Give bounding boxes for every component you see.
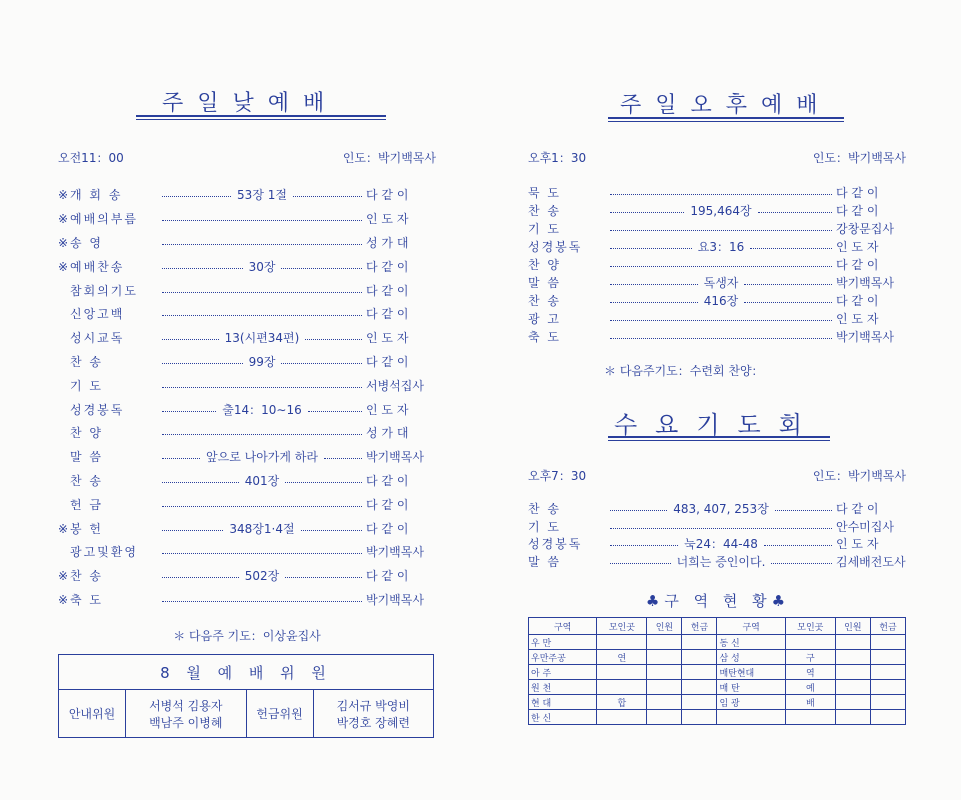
order-item xyxy=(528,500,906,518)
order-item xyxy=(528,219,906,237)
order-item-label: 찬 송 xyxy=(70,569,103,584)
dot-leader xyxy=(308,411,362,412)
area-cell xyxy=(597,680,647,695)
afternoon-time: 오후1：30 xyxy=(528,151,587,165)
order-item xyxy=(528,255,906,273)
order-item-name: 찬 송 xyxy=(528,294,561,309)
order-item-name: 묵 도 xyxy=(528,185,561,200)
dot-leader xyxy=(610,338,832,339)
dot-leader xyxy=(301,530,362,531)
order-item-name: 말 씀 xyxy=(528,276,561,291)
area-cell: 구 xyxy=(785,650,835,665)
order-item-leader: 다 같 이 xyxy=(366,354,409,369)
area-cell xyxy=(647,665,682,680)
dot-leader xyxy=(750,248,832,249)
order-item xyxy=(528,328,906,346)
dot-leader xyxy=(162,411,216,412)
order-item-leader: 강창문집사 xyxy=(836,221,894,236)
order-item-leader: 다 같 이 xyxy=(366,497,409,512)
area-row xyxy=(529,710,906,725)
order-item-detail: 502장 xyxy=(244,569,280,584)
standing-mark: ※ xyxy=(58,212,71,227)
area-header-cell: 헌금 xyxy=(870,618,905,635)
dot-leader xyxy=(281,363,362,364)
order-item xyxy=(528,518,906,536)
area-cell xyxy=(647,680,682,695)
order-item-detail: 요3：16 xyxy=(697,239,745,254)
order-item-name xyxy=(58,424,158,441)
area-cell xyxy=(870,635,905,650)
order-item xyxy=(528,237,906,255)
area-header-cell: 인원 xyxy=(835,618,870,635)
dot-leader xyxy=(162,458,200,459)
standing-mark: ※ xyxy=(58,569,71,584)
standing-mark: ※ xyxy=(58,259,71,274)
dot-leader xyxy=(162,387,362,388)
order-item xyxy=(58,469,436,493)
area-cell xyxy=(835,665,870,680)
wednesday-leader: 인도：박기백목사 xyxy=(812,469,906,483)
order-item-leader: 다 같 이 xyxy=(366,188,409,203)
dot-leader xyxy=(610,194,832,195)
order-item-label: 말 씀 xyxy=(70,450,103,465)
order-item-leader: 인 도 자 xyxy=(836,537,879,552)
order-item-label: 찬 양 xyxy=(70,426,103,441)
area-cell: 합 xyxy=(597,695,647,710)
standing-mark: ※ xyxy=(58,188,71,203)
order-item-leader: 다 같 이 xyxy=(836,294,879,309)
morning-title-rule xyxy=(136,115,386,120)
area-cell: 아 주 xyxy=(529,665,597,680)
order-item-label: 성시교독 xyxy=(70,331,125,346)
area-cell xyxy=(647,710,682,725)
order-item xyxy=(58,516,436,540)
order-item-detail: 348장1·4절 xyxy=(229,521,295,536)
dot-leader xyxy=(610,510,667,511)
dot-leader xyxy=(162,530,223,531)
area-cell: 삼 성 xyxy=(717,650,785,665)
area-cell: 매 탄 xyxy=(717,680,785,695)
area-cell xyxy=(682,650,717,665)
order-item-leader: 박기백목사 xyxy=(836,330,894,345)
area-cell xyxy=(835,695,870,710)
standing-mark: ※ xyxy=(58,235,71,250)
dot-leader xyxy=(162,196,231,197)
morning-order-list xyxy=(58,183,436,611)
area-cell: 원 천 xyxy=(529,680,597,695)
order-item-name xyxy=(58,186,158,203)
order-item-detail: 416장 xyxy=(703,294,739,309)
order-item-name xyxy=(58,353,158,370)
order-item-leader: 인 도 자 xyxy=(366,402,409,417)
dot-leader xyxy=(162,244,362,245)
order-item xyxy=(58,183,436,207)
area-status-table xyxy=(528,617,906,725)
order-item-leader: 다 같 이 xyxy=(366,473,409,488)
order-item xyxy=(58,540,436,564)
area-cell: 예 xyxy=(785,680,835,695)
dot-leader xyxy=(162,363,243,364)
order-item-leader: 인 도 자 xyxy=(366,212,409,227)
dot-leader xyxy=(285,482,362,483)
area-header-cell: 모인곳 xyxy=(785,618,835,635)
area-header-cell: 구역 xyxy=(529,618,597,635)
wednesday-title-rule xyxy=(608,436,830,441)
area-row xyxy=(529,695,906,710)
area-header-cell: 구역 xyxy=(717,618,785,635)
morning-leader: 인도：박기백목사 xyxy=(342,151,436,165)
area-cell xyxy=(870,710,905,725)
order-item-name: 찬 송 xyxy=(528,203,561,218)
dot-leader xyxy=(324,458,362,459)
area-cell xyxy=(647,635,682,650)
area-cell xyxy=(682,680,717,695)
order-item xyxy=(58,397,436,421)
dot-leader xyxy=(162,315,362,316)
order-item-label: 신앙고백 xyxy=(70,307,125,322)
area-cell xyxy=(682,695,717,710)
order-item xyxy=(58,302,436,326)
order-item-name: 말 씀 xyxy=(528,554,561,569)
area-cell xyxy=(870,695,905,710)
dot-leader xyxy=(610,563,671,564)
afternoon-order-list xyxy=(528,183,906,346)
order-item-name xyxy=(58,210,158,227)
order-item-label: 예배의부름 xyxy=(70,212,138,227)
order-item-leader: 성 가 대 xyxy=(366,235,409,250)
order-item-name xyxy=(58,567,158,584)
order-item-detail: 너희는 증인이다. xyxy=(676,554,766,569)
afternoon-leader: 인도：박기백목사 xyxy=(812,151,906,165)
area-cell xyxy=(597,635,647,650)
dot-leader xyxy=(610,284,698,285)
order-item-name xyxy=(58,305,158,322)
wednesday-order-list xyxy=(528,500,906,570)
order-item-name: 축 도 xyxy=(528,330,561,345)
order-item-leader: 박기백목사 xyxy=(836,276,894,291)
area-cell xyxy=(870,680,905,695)
order-item xyxy=(58,207,436,231)
order-item-detail: 53장 1절 xyxy=(237,188,287,203)
dot-leader xyxy=(764,545,832,546)
area-cell xyxy=(870,665,905,680)
area-cell xyxy=(785,635,835,650)
order-item-name xyxy=(58,448,158,465)
order-item xyxy=(528,292,906,310)
dot-leader xyxy=(162,577,239,578)
morning-service-title: 주일낮예배 xyxy=(162,91,339,116)
order-item-label: 봉 헌 xyxy=(70,521,103,536)
order-item-name xyxy=(58,401,158,418)
morning-next-week-prayer: ＊ 다음주 기도：이상윤집사 xyxy=(173,629,321,643)
order-item-name xyxy=(58,377,158,394)
order-item-leader: 다 같 이 xyxy=(836,257,879,272)
area-header-row xyxy=(529,618,906,635)
dot-leader xyxy=(285,577,362,578)
order-item xyxy=(58,278,436,302)
order-item xyxy=(528,553,906,571)
dot-leader xyxy=(162,434,362,435)
order-item-label: 참회의기도 xyxy=(70,283,138,298)
dot-leader xyxy=(162,220,362,221)
order-item-detail: 눅24：44-48 xyxy=(684,537,758,552)
order-item-leader: 인 도 자 xyxy=(836,312,879,327)
area-cell xyxy=(870,650,905,665)
area-cell xyxy=(682,665,717,680)
order-item-leader: 다 같 이 xyxy=(366,307,409,322)
area-cell: 매탄현대 xyxy=(717,665,785,680)
order-item xyxy=(528,535,906,553)
order-item-label: 찬 송 xyxy=(70,473,103,488)
dot-leader xyxy=(744,284,832,285)
order-item xyxy=(58,421,436,445)
order-item-label: 개 회 송 xyxy=(70,188,123,203)
area-cell xyxy=(835,650,870,665)
order-item-leader: 다 같 이 xyxy=(836,185,879,200)
standing-mark: ※ xyxy=(58,592,71,607)
dot-leader xyxy=(162,601,362,602)
order-item xyxy=(58,350,436,374)
order-item-name: 찬 송 xyxy=(528,502,561,517)
order-item-detail: 30장 xyxy=(248,259,276,274)
area-cell xyxy=(835,710,870,725)
order-item-label: 성경봉독 xyxy=(70,402,125,417)
area-cell: 우만주공 xyxy=(529,650,597,665)
order-item xyxy=(58,564,436,588)
area-cell xyxy=(647,650,682,665)
dot-leader xyxy=(758,212,832,213)
dot-leader xyxy=(305,339,362,340)
order-item-leader: 다 같 이 xyxy=(836,502,879,517)
area-header-cell: 모인곳 xyxy=(597,618,647,635)
area-header-cell: 인원 xyxy=(647,618,682,635)
dot-leader xyxy=(775,510,832,511)
area-cell: 임 광 xyxy=(717,695,785,710)
dot-leader xyxy=(610,266,832,267)
order-item-name: 기 도 xyxy=(528,519,561,534)
order-item-leader: 박기백목사 xyxy=(366,450,424,465)
order-item-detail: 195,464장 xyxy=(690,203,752,218)
afternoon-title-rule xyxy=(608,117,844,122)
dot-leader xyxy=(162,482,239,483)
order-item-label: 축 도 xyxy=(70,592,103,607)
standing-mark: ※ xyxy=(58,521,71,536)
order-item-name xyxy=(58,520,158,537)
order-item-label: 송 영 xyxy=(70,235,103,250)
order-item-name: 성경봉독 xyxy=(528,537,583,552)
wednesday-service-title: 수요기도회 xyxy=(614,411,820,439)
dot-leader xyxy=(162,268,243,269)
order-item xyxy=(58,231,436,255)
offering-members: 김서규 박영비 박경호 장혜련 xyxy=(313,690,434,738)
order-item xyxy=(58,588,436,612)
dot-leader xyxy=(610,302,698,303)
morning-time: 오전11：00 xyxy=(58,151,124,165)
dot-leader xyxy=(610,320,832,321)
area-cell xyxy=(597,710,647,725)
afternoon-service-title: 주일오후예배 xyxy=(620,93,832,118)
order-item-leader: 다 같 이 xyxy=(366,569,409,584)
order-item xyxy=(528,310,906,328)
order-item xyxy=(58,326,436,350)
dot-leader xyxy=(162,339,219,340)
order-item-leader: 성 가 대 xyxy=(366,426,409,441)
order-item-detail: 99장 xyxy=(248,354,276,369)
order-item-leader: 서병석집사 xyxy=(366,378,424,393)
usher-label: 안내위원 xyxy=(59,690,126,738)
order-item-leader: 다 같 이 xyxy=(366,283,409,298)
area-row xyxy=(529,680,906,695)
order-item-name xyxy=(58,543,158,560)
order-item-label: 광고및환영 xyxy=(70,545,138,560)
dot-leader xyxy=(610,212,684,213)
area-cell: 한 신 xyxy=(529,710,597,725)
order-item-detail: 앞으로 나아가게 하라 xyxy=(206,450,318,465)
order-item-detail: 독생자 xyxy=(703,276,739,291)
order-item-leader: 인 도 자 xyxy=(836,239,879,254)
area-cell xyxy=(835,680,870,695)
area-cell xyxy=(682,710,717,725)
order-item xyxy=(528,273,906,291)
order-item-label: 찬 송 xyxy=(70,354,103,369)
order-item-leader: 다 같 이 xyxy=(366,521,409,536)
order-item xyxy=(528,183,906,201)
area-row xyxy=(529,635,906,650)
order-item-detail: 출14：10∼16 xyxy=(222,402,302,417)
dot-leader xyxy=(281,268,362,269)
area-cell: 연 xyxy=(597,650,647,665)
dot-leader xyxy=(293,196,362,197)
area-cell xyxy=(647,695,682,710)
dot-leader xyxy=(610,545,678,546)
area-cell: 우 만 xyxy=(529,635,597,650)
dot-leader xyxy=(744,302,832,303)
area-cell xyxy=(717,710,785,725)
dot-leader xyxy=(610,528,832,529)
order-item-name xyxy=(58,591,158,608)
order-item-label: 기 도 xyxy=(70,378,103,393)
wednesday-time: 오후7：30 xyxy=(528,469,587,483)
order-item-name xyxy=(58,234,158,251)
order-item-leader: 김세배전도사 xyxy=(836,554,906,569)
order-item-label: 예배찬송 xyxy=(70,259,125,274)
area-status-title: ♣구 역 현 황♣ xyxy=(645,592,791,610)
afternoon-next-week-prayer: ＊ 다음주기도：수련회 찬양： xyxy=(604,364,764,378)
order-item xyxy=(58,445,436,469)
order-item xyxy=(58,373,436,397)
order-item xyxy=(58,492,436,516)
order-item-name xyxy=(58,472,158,489)
order-item-name xyxy=(58,282,158,299)
dot-leader xyxy=(771,563,832,564)
area-cell: 현 대 xyxy=(529,695,597,710)
order-item-name xyxy=(58,329,158,346)
order-item-name: 성경봉독 xyxy=(528,239,583,254)
area-cell xyxy=(597,665,647,680)
area-header-cell: 헌금 xyxy=(682,618,717,635)
order-item-leader: 다 같 이 xyxy=(836,203,879,218)
order-item xyxy=(58,254,436,278)
area-cell xyxy=(835,635,870,650)
area-row xyxy=(529,665,906,680)
order-item-leader: 안수미집사 xyxy=(836,519,894,534)
committee-title: 8 월 예 배 위 원 xyxy=(59,655,434,690)
area-cell: 동 신 xyxy=(717,635,785,650)
order-item-name: 광 고 xyxy=(528,312,561,327)
order-item-name xyxy=(58,258,158,275)
area-cell: 역 xyxy=(785,665,835,680)
order-item-leader: 인 도 자 xyxy=(366,331,409,346)
order-item-detail: 401장 xyxy=(244,473,280,488)
dot-leader xyxy=(162,506,362,507)
offering-label: 헌금위원 xyxy=(246,690,313,738)
ushers: 서병석 김용자 백남주 이병혜 xyxy=(126,690,247,738)
order-item-detail: 483, 407, 253장 xyxy=(673,502,769,517)
order-item-leader: 박기백목사 xyxy=(366,592,424,607)
order-item xyxy=(528,201,906,219)
dot-leader xyxy=(610,248,692,249)
order-item-name xyxy=(58,496,158,513)
area-cell xyxy=(785,710,835,725)
committee-table xyxy=(58,654,434,738)
dot-leader xyxy=(162,553,362,554)
order-item-name: 찬 양 xyxy=(528,257,561,272)
order-item-detail: 13(시편34편) xyxy=(224,331,300,346)
order-item-label: 헌 금 xyxy=(70,497,103,512)
area-cell xyxy=(682,635,717,650)
order-item-leader: 다 같 이 xyxy=(366,259,409,274)
order-item-leader: 박기백목사 xyxy=(366,545,424,560)
area-row xyxy=(529,650,906,665)
dot-leader xyxy=(610,230,832,231)
dot-leader xyxy=(162,292,362,293)
area-cell: 배 xyxy=(785,695,835,710)
order-item-name: 기 도 xyxy=(528,221,561,236)
